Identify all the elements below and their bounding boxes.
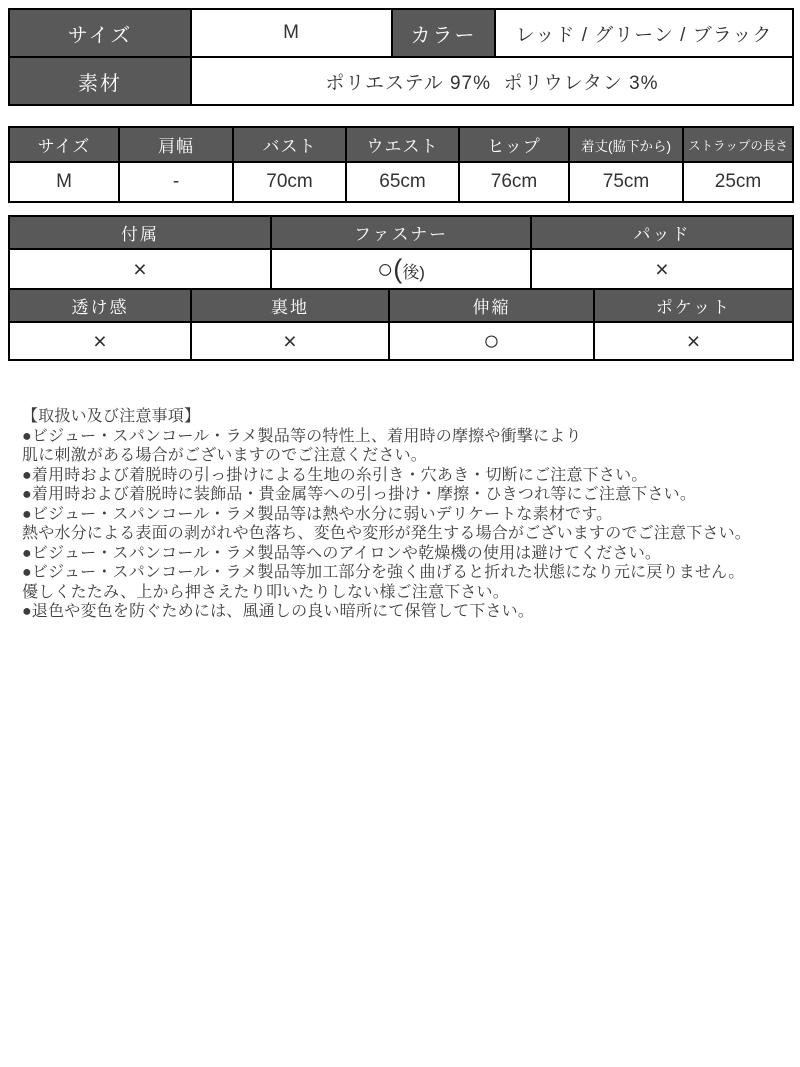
features2-value-row: [9, 322, 793, 360]
bust-cell: 70cm: [233, 162, 346, 202]
color-value-cell: レッド / グリーン / ブラック: [495, 9, 793, 57]
features-table-1: [8, 215, 794, 290]
col-header-stretch: 伸縮: [389, 289, 594, 322]
col-header-strap: ストラップの長さ: [683, 127, 793, 162]
color-label-cell: カラー: [392, 9, 495, 57]
measurements-value-row: [9, 162, 793, 202]
care-note-line: ●着用時および着脱時に装飾品・貴金属等への引っ掛け・摩擦・ひきつれ等にご注意下さい。: [22, 486, 697, 503]
care-note-line: ●着用時および着脱時の引っ掛けによる生地の糸引き・穴あき・切断にご注意下さい。: [22, 466, 648, 484]
table-row: [9, 57, 793, 105]
zipper-value-cell: ○(後): [271, 249, 531, 289]
measurements-table: [8, 126, 794, 203]
table-row: [9, 9, 793, 57]
col-header-accessory: 付属: [9, 216, 271, 249]
waist-cell: 65cm: [346, 162, 459, 202]
care-note-line: ●退色や変色を防ぐためには、風通しの良い暗所にて保管して下さい。: [22, 603, 535, 620]
pad-value-cell: ×: [531, 249, 793, 289]
care-notes-title: 【取扱い及び注意事項】: [22, 408, 201, 425]
shoulder-cell: -: [119, 162, 233, 202]
measurements-header-row: [9, 127, 793, 162]
care-note-line: ●ビジュー・スパンコール・ラメ製品等は熱や水分に弱いデリケートな素材です。: [22, 505, 613, 523]
col-header-pocket: ポケット: [594, 289, 793, 322]
size-value-cell: M: [191, 9, 392, 57]
col-header-waist: ウエスト: [346, 127, 459, 162]
features1-value-row: [9, 249, 793, 289]
pocket-value-cell: ×: [594, 322, 793, 360]
care-note-line: 熱や水分による表面の剥がれや色落ち、変色や変形が発生する場合がございますのでご注意下さい。: [22, 525, 752, 542]
features2-header-row: [9, 289, 793, 322]
features1-header-row: [9, 216, 793, 249]
hip-cell: 76cm: [459, 162, 569, 202]
col-header-bust: バスト: [233, 127, 346, 162]
length-cell: 75cm: [569, 162, 683, 202]
col-header-hip: ヒップ: [459, 127, 569, 162]
strap-cell: 25cm: [683, 162, 793, 202]
sheer-value-cell: ×: [9, 322, 191, 360]
size-label-cell: サイズ: [9, 9, 191, 57]
care-note-line: ●ビジュー・スパンコール・ラメ製品等へのアイロンや乾燥機の使用は避けてください。: [22, 544, 662, 562]
care-note-line: 肌に刺激がある場合がございますのでご注意ください。: [22, 447, 428, 464]
col-header-length: 着丈(脇下から): [569, 127, 683, 162]
stretch-value-cell: ○: [389, 322, 594, 360]
col-header-shoulder: 肩幅: [119, 127, 233, 162]
features-table-2: [8, 288, 794, 361]
size-cell: M: [9, 162, 119, 202]
col-header-sheer: 透け感: [9, 289, 191, 322]
lining-value-cell: ×: [191, 322, 389, 360]
col-header-lining: 裏地: [191, 289, 389, 322]
care-notes-section: [0, 407, 800, 622]
care-note-line: ●ビジュー・スパンコール・ラメ製品等加工部分を強く曲げると折れた状態になり元に戻りません。: [22, 564, 745, 581]
col-header-pad: パッド: [531, 216, 793, 249]
material-value-cell: ポリエステル 97% ポリウレタン 3%: [191, 57, 793, 105]
material-label-cell: 素材: [9, 57, 191, 105]
size-color-material-table: [8, 8, 794, 106]
col-header-zipper: ファスナー: [271, 216, 531, 249]
care-note-line: ●ビジュー・スパンコール・ラメ製品等の特性上、着用時の摩擦や衝撃により: [22, 427, 582, 445]
care-note-line: 優しくたたみ、上から押さえたり叩いたりしない様ご注意下さい。: [22, 583, 509, 601]
col-header-size: サイズ: [9, 127, 119, 162]
accessory-value-cell: ×: [9, 249, 271, 289]
